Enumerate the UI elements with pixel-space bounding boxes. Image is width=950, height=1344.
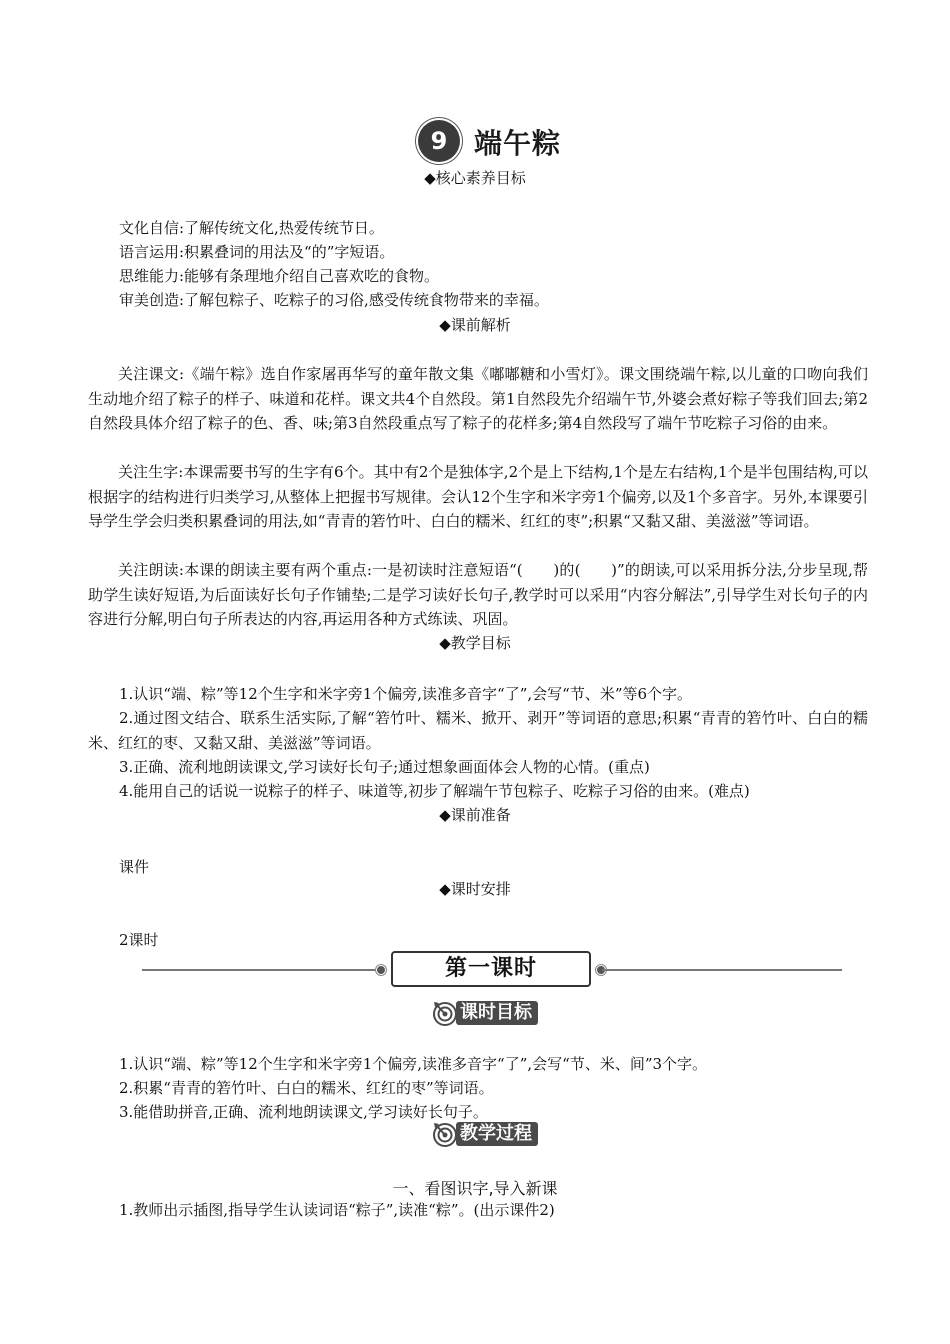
analysis-paragraph-characters: 关注生字:本课需要书写的生字有6个。其中有2个是独体字,2个是上下结构,1个是左右结构,1个是半包围结构,可以根据字的结构进行归类学习,从整体上把握书写规律。会认12个生字和米字旁1个偏旁,以及1个多音字。另外,本课要引导学生学会归类积累叠词的用法,如“青青的箬竹叶、白白的糯米、红红的枣”;积累“又黏又甜、美滋滋”等词语。 (88, 463, 868, 530)
target-icon (432, 1121, 458, 1147)
step-item: 1.教师出示插图,指导学生认读词语“粽子”,读准“粽”。(出示课件2) (119, 1201, 555, 1219)
period-goal-item: 1.认识“端、粽”等12个生字和米字旁1个偏旁,读准多音字“了”,会写“节、米、间”3个字。 (119, 1055, 708, 1073)
lesson-title: 端午粽 (474, 127, 562, 160)
section-heading-preparation: ◆课前准备 (439, 806, 511, 824)
period-goal-item: 2.积累“青青的箬竹叶、白白的糯米、红红的枣”等词语。 (119, 1079, 494, 1097)
teaching-goal-item: 1.认识“端、粽”等12个生字和米字旁1个偏旁,读准多音字“了”,会写“节、米”等6个字。 (119, 685, 693, 703)
period-goal-item: 3.能借助拼音,正确、流利地朗读课文,学习读好长句子。 (119, 1103, 488, 1121)
core-goal-item: 思维能力:能够有条理地介绍自己喜欢吃的食物。 (119, 267, 440, 285)
teaching-goal-item: 4.能用自己的话说一说粽子的样子、味道等,初步了解端午节包粽子、吃粽子习俗的由来。(难点) (119, 782, 750, 800)
core-goal-item: 审美创造:了解包粽子、吃粽子的习俗,感受传统食物带来的幸福。 (119, 291, 549, 309)
analysis-paragraph-reading: 关注朗读:本课的朗读主要有两个重点:一是初读时注意短语“( )的( )”的朗读,可以采用拆分法,分步呈现,帮助学生读好短语,为后面读好长句子作铺垫;二是学习读好长句子,教学时可以采用“内容分解法”,引导学生对长句子的内容进行分解,明白句子所表达的内容,再运用各种方式练读、巩固。 (88, 561, 868, 628)
divider-left (142, 969, 380, 971)
period-title: 第一课时 (391, 951, 591, 987)
teaching-process-label: 教学过程 (456, 1122, 538, 1146)
period-goals-label: 课时目标 (456, 1001, 538, 1025)
lesson-number-badge: 9 (418, 120, 460, 162)
teaching-goal-item: 2.通过图文结合、联系生活实际,了解“箬竹叶、糯米、掀开、剥开”等词语的意思;积累“青青的箬竹叶、白白的糯米、红红的枣、又黏又甜、美滋滋”等词语。 (88, 709, 868, 752)
core-goal-item: 文化自信:了解传统文化,热爱传统节日。 (119, 219, 384, 237)
analysis-paragraph-text: 关注课文:《端午粽》选自作家屠再华写的童年散文集《嘟嘟糖和小雪灯》。课文围绕端午粽,以儿童的口吻向我们生动地介绍了粽子的样子、味道和花样。课文共4个自然段。第1自然段先介绍端午节,外婆会煮好粽子等我们回去;第2自然段具体介绍了粽子的色、香、味;第3自然段重点写了粽子的花样多;第4自然段写了端午节吃粽子习俗的由来。 (88, 365, 868, 432)
teaching-goal-item: 3.正确、流利地朗读课文,学习读好长句子;通过想象画面体会人物的心情。(重点) (119, 758, 650, 776)
divider-right (602, 969, 842, 971)
core-goal-item: 语言运用:积累叠词的用法及“的”字短语。 (119, 243, 395, 261)
section-heading-schedule: ◆课时安排 (439, 880, 511, 898)
preparation-text: 课件 (119, 858, 150, 876)
schedule-text: 2课时 (119, 931, 159, 949)
lesson-header (0, 118, 950, 164)
step-heading: 一、看图识字,导入新课 (392, 1179, 558, 1198)
section-heading-pre-analysis: ◆课前解析 (439, 316, 511, 334)
section-heading-core-goals: ◆核心素养目标 (424, 169, 526, 187)
divider-left-dot (376, 965, 386, 975)
target-icon (432, 1000, 458, 1026)
section-heading-teaching-goals: ◆教学目标 (439, 634, 511, 652)
